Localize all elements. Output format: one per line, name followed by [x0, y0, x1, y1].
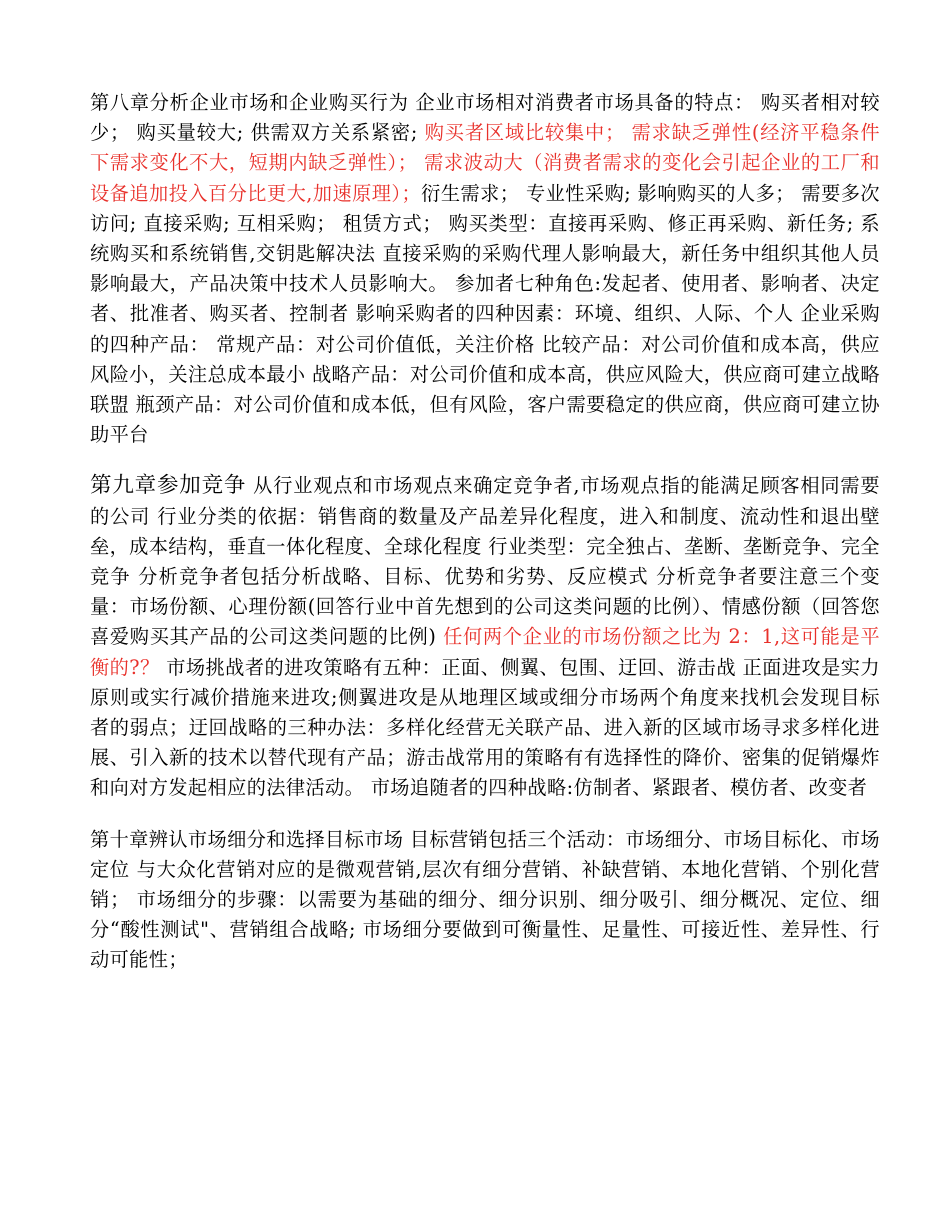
text-segment: 第十章辨认市场细分和选择目标市场 目标营销包括三个活动：市场细分、市场目标化、市场定位 与大众化营销对应的是微观营销,层次有细分营销、补缺营销、本地化营销、个别化营销； 市场细分的步骤：以需要为基础的细分、细分识别、细分吸引、细分概况、定位、细分“酸性测试"、营销组合战略; 市场细分要做到可衡量性、足量性、可接近性、差异性、行动可能性； [90, 827, 880, 972]
document-page [90, 88, 880, 976]
highlighted-text-segment: 任何两个企业的市场份额之比为 2：1,这可能是平衡的?？ [90, 625, 881, 679]
text-segment: 第八章分析企业市场和企业购买行为 企业市场相对消费者市场具备的特点： 购买者相对较少； 购买量较大; 供需双方关系紧密; [90, 91, 880, 145]
text-segment: 从行业观点和市场观点来确定竞争者,市场观点指的能满足顾客相同需要的公司 行业分类的依据：销售商的数量及产品差异化程度，进入和制度、流动性和退出壁垒，成本结构，垂直一体化程度、全球化程度 行业类型：完全独占、垄断、垄断竞争、完全竞争 分析竞争者包括分析战略、目标、优势和劣势、反应模式 分析竞争者要注意三个变量：市场份额、心理份额(回答行业中首先想到的公司这类问题的比例）、情感份额（回答您喜爱购买其产品的公司这类问题的比例) [90, 474, 880, 649]
paragraph-chapter-10 [90, 825, 880, 976]
paragraph-chapter-8 [90, 88, 880, 450]
paragraph-chapter-9 [90, 471, 880, 803]
chapter-heading: 第九章参加竞争 [90, 473, 247, 499]
text-segment: 市场挑战者的进攻策略有五种：正面、侧翼、包围、迂回、游击战 正面进攻是实力原则或实行减价措施来进攻;侧翼进攻是从地理区域或细分市场两个角度来找机会发现目标者的弱点；迂回战略的三种办法：多样化经营无关联产品、进入新的区域市场寻求多样化进展、引入新的技术以替代现有产品；游击战常用的策略有有选择性的降价、密集的促销爆炸和向对方发起相应的法律活动。 市场追随者的四种战略:仿制者、紧跟者、模仿者、改变者 [90, 655, 880, 800]
highlighted-text-segment: 购买者区域比较集中； 需求缺乏弹性(经济平稳条件下需求变化不大，短期内缺乏弹性）； 需求波动大（消费者需求的变化会引起企业的工厂和设备追加投入百分比更大,加速原理）； [90, 121, 880, 205]
text-segment: 衍生需求； 专业性采购; 影响购买的人多； 需要多次访问; 直接采购; 互相采购； 租赁方式； 购买类型：直接再采购、修正再采购、新任务; 系统购买和系统销售,交钥匙解决法 直接采购的采购代理人影响最大，新任务中组织其他人员影响最大，产品决策中技术人员影响大。 参加者七种角色:发起者、使用者、影响者、决定者、批准者、购买者、控制者 影响采购者的四种因素：环境、组织、人际、个人 企业采购的四种产品： 常规产品：对公司价值低，关注价格 比较产品：对公司价值和成本高，供应风险小，关注总成本最小 战略产品：对公司价值和成本高，供应风险大，供应商可建立战略联盟 瓶颈产品：对公司价值和成本低，但有风险，客户需要稳定的供应商，供应商可建立协助平台 [90, 181, 880, 447]
